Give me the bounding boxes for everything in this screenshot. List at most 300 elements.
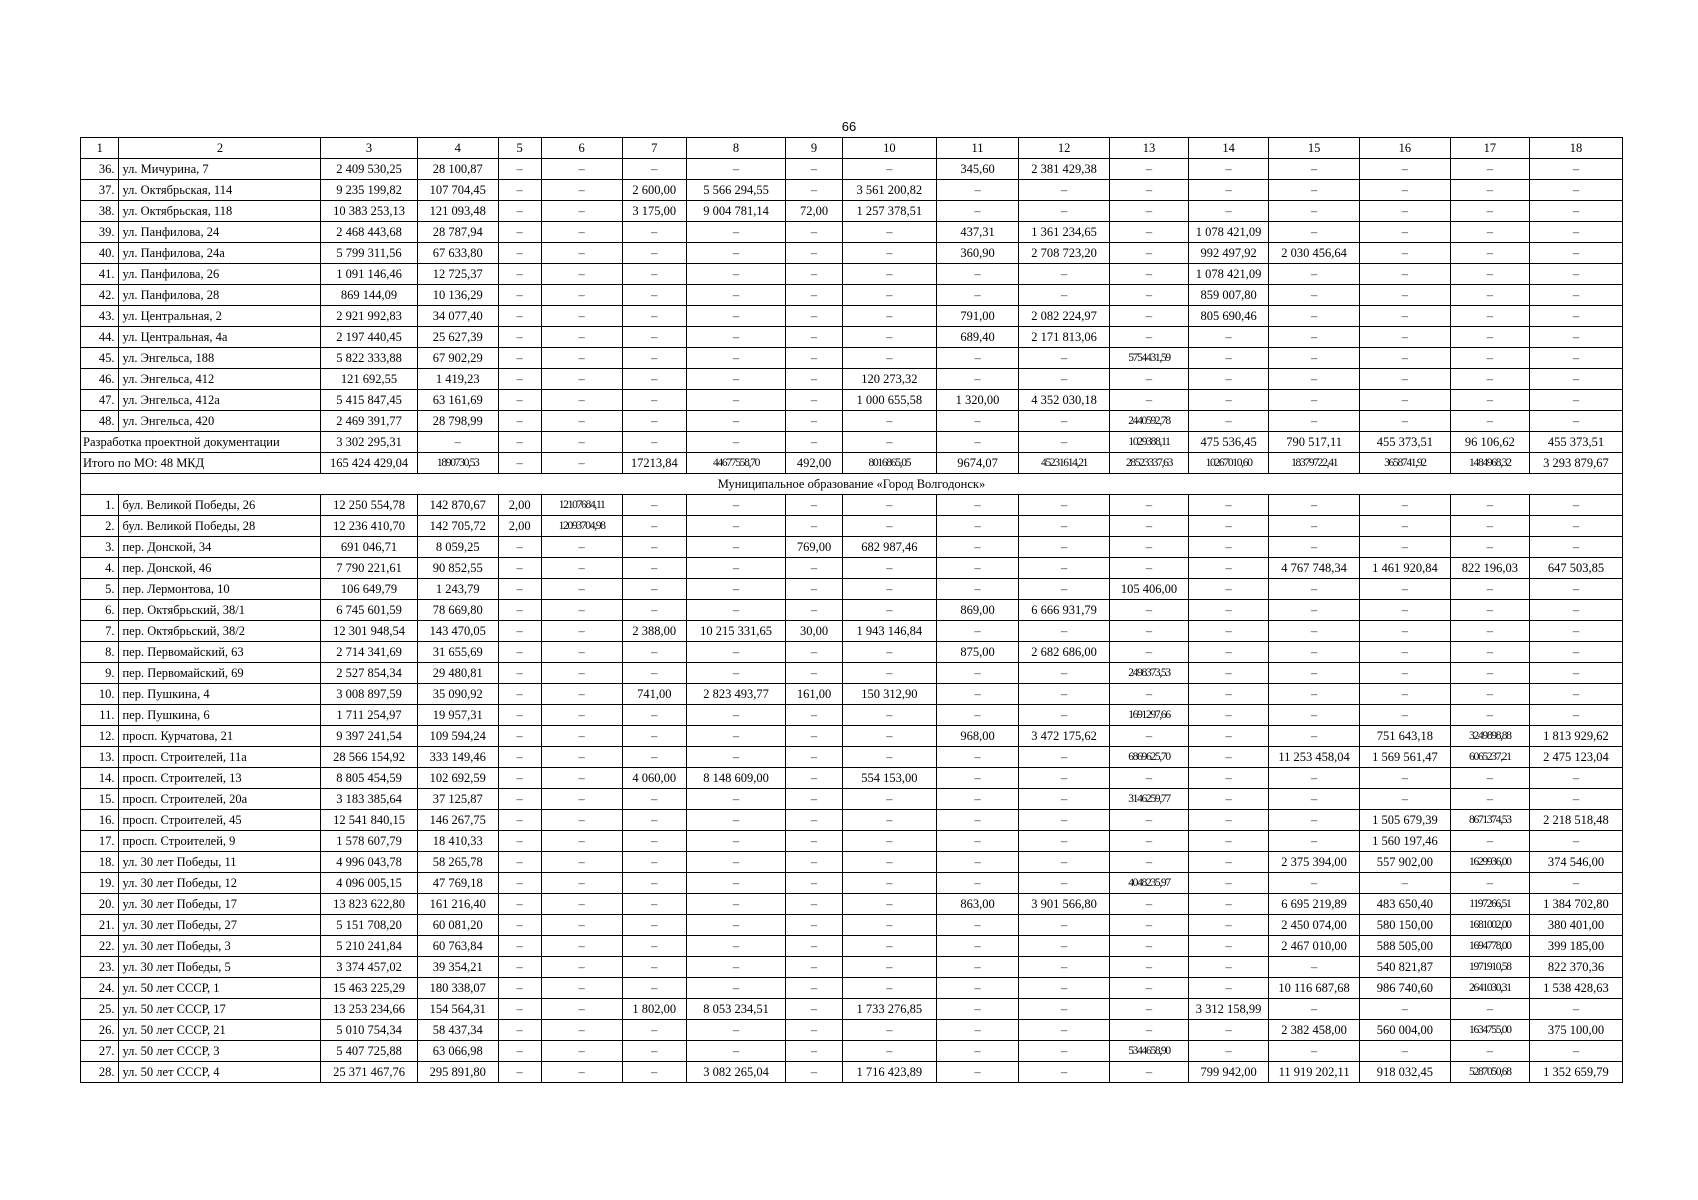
value-cell: –	[1360, 159, 1451, 180]
value-cell: 146 267,75	[417, 810, 498, 831]
value-cell: 10 136,29	[417, 285, 498, 306]
row-number: 22.	[81, 936, 119, 957]
column-header: 1	[81, 138, 119, 159]
value-cell: –	[1019, 1041, 1110, 1062]
value-cell: 1 384 702,80	[1529, 894, 1622, 915]
value-cell: –	[1109, 600, 1188, 621]
value-cell: –	[1189, 369, 1269, 390]
value-cell: –	[541, 180, 622, 201]
value-cell: –	[1109, 915, 1188, 936]
value-cell: 483 650,40	[1360, 894, 1451, 915]
value-cell: –	[1269, 495, 1360, 516]
value-cell: –	[686, 705, 785, 726]
value-cell: –	[786, 915, 843, 936]
value-cell: –	[1450, 348, 1529, 369]
value-cell: –	[1529, 159, 1622, 180]
value-cell: –	[686, 348, 785, 369]
value-cell: –	[622, 915, 686, 936]
value-cell: –	[686, 789, 785, 810]
value-cell: –	[936, 663, 1018, 684]
value-cell: –	[842, 873, 936, 894]
row-number: 24.	[81, 978, 119, 999]
value-cell: –	[1019, 915, 1110, 936]
value-cell: –	[842, 579, 936, 600]
table-row	[81, 411, 1623, 432]
table-row	[81, 495, 1623, 516]
value-cell: –	[1529, 831, 1622, 852]
value-cell: 2 714 341,69	[321, 642, 417, 663]
value-cell: 540 821,87	[1360, 957, 1451, 978]
value-cell: –	[1450, 663, 1529, 684]
value-cell: –	[786, 663, 843, 684]
value-cell: –	[1189, 894, 1269, 915]
address-cell: ул. Октябрьская, 118	[119, 201, 321, 222]
value-cell: 1484968,32	[1450, 453, 1529, 474]
value-cell: –	[622, 411, 686, 432]
value-cell: –	[686, 537, 785, 558]
value-cell: –	[1109, 558, 1188, 579]
value-cell: –	[498, 264, 541, 285]
value-cell: –	[1529, 285, 1622, 306]
value-cell: 2 171 813,06	[1019, 327, 1110, 348]
value-cell: –	[541, 348, 622, 369]
value-cell: 492,00	[786, 453, 843, 474]
row-number: 41.	[81, 264, 119, 285]
column-header: 2	[119, 138, 321, 159]
value-cell: –	[786, 957, 843, 978]
value-cell: –	[1529, 222, 1622, 243]
value-cell: 3 293 879,67	[1529, 453, 1622, 474]
value-cell: –	[1019, 621, 1110, 642]
value-cell: –	[1360, 537, 1451, 558]
value-cell: 1691297,66	[1109, 705, 1188, 726]
value-cell: 1681002,00	[1450, 915, 1529, 936]
data-table	[80, 137, 1623, 1083]
row-number: 21.	[81, 915, 119, 936]
value-cell: –	[686, 747, 785, 768]
value-cell: –	[1529, 600, 1622, 621]
value-cell: –	[936, 264, 1018, 285]
table-row	[81, 915, 1623, 936]
value-cell: –	[1450, 621, 1529, 642]
value-cell: 869 144,09	[321, 285, 417, 306]
value-cell: 67 633,80	[417, 243, 498, 264]
address-cell: бул. Великой Победы, 26	[119, 495, 321, 516]
value-cell: –	[936, 852, 1018, 873]
value-cell: –	[1019, 516, 1110, 537]
value-cell: –	[936, 936, 1018, 957]
column-header: 5	[498, 138, 541, 159]
value-cell: 3 472 175,62	[1019, 726, 1110, 747]
value-cell: –	[1529, 999, 1622, 1020]
value-cell: –	[786, 789, 843, 810]
value-cell: –	[1269, 390, 1360, 411]
value-cell: –	[622, 1041, 686, 1062]
table-row	[81, 369, 1623, 390]
value-cell: –	[1269, 180, 1360, 201]
value-cell: 859 007,80	[1189, 285, 1269, 306]
value-cell: –	[1269, 348, 1360, 369]
address-cell: ул. 50 лет СССР, 21	[119, 1020, 321, 1041]
value-cell: –	[936, 558, 1018, 579]
value-cell: –	[541, 264, 622, 285]
value-cell: –	[1269, 264, 1360, 285]
page-number: 66	[841, 119, 857, 134]
value-cell: –	[498, 390, 541, 411]
value-cell: –	[1269, 201, 1360, 222]
value-cell: –	[1450, 327, 1529, 348]
value-cell: –	[1109, 936, 1188, 957]
value-cell: –	[1109, 642, 1188, 663]
row-number: 44.	[81, 327, 119, 348]
value-cell: –	[622, 243, 686, 264]
value-cell: –	[1189, 348, 1269, 369]
value-cell: –	[541, 579, 622, 600]
value-cell: –	[541, 1020, 622, 1041]
row-number: 36.	[81, 159, 119, 180]
value-cell: –	[1450, 642, 1529, 663]
address-cell: ул. 50 лет СССР, 4	[119, 1062, 321, 1083]
address-cell: ул. 50 лет СССР, 17	[119, 999, 321, 1020]
value-cell: –	[498, 915, 541, 936]
value-cell: 78 669,80	[417, 600, 498, 621]
value-cell: –	[936, 516, 1018, 537]
value-cell: –	[936, 369, 1018, 390]
address-cell: просп. Строителей, 20а	[119, 789, 321, 810]
value-cell: 875,00	[936, 642, 1018, 663]
value-cell: 345,60	[936, 159, 1018, 180]
value-cell: 2440592,78	[1109, 411, 1188, 432]
value-cell: 2 469 391,77	[321, 411, 417, 432]
value-cell: –	[1019, 873, 1110, 894]
value-cell: –	[1529, 663, 1622, 684]
value-cell: –	[1189, 600, 1269, 621]
value-cell: –	[786, 831, 843, 852]
table-row	[81, 222, 1623, 243]
header-row	[81, 138, 1623, 159]
value-cell: 918 032,45	[1360, 1062, 1451, 1083]
value-cell: –	[842, 936, 936, 957]
value-cell: –	[842, 810, 936, 831]
value-cell: –	[622, 222, 686, 243]
value-cell: 12107684,11	[541, 495, 622, 516]
value-cell: 2 921 992,83	[321, 306, 417, 327]
row-number: 7.	[81, 621, 119, 642]
value-cell: 105 406,00	[1109, 579, 1188, 600]
value-cell: –	[622, 159, 686, 180]
value-cell: –	[1529, 579, 1622, 600]
value-cell: –	[1189, 537, 1269, 558]
value-cell: –	[1269, 768, 1360, 789]
value-cell: –	[498, 432, 541, 453]
value-cell: –	[1529, 642, 1622, 663]
value-cell: 121 093,48	[417, 201, 498, 222]
value-cell: –	[1450, 222, 1529, 243]
address-cell: ул. Панфилова, 24	[119, 222, 321, 243]
value-cell: –	[936, 579, 1018, 600]
value-cell: 5 407 725,88	[321, 1041, 417, 1062]
value-cell: 1 000 655,58	[842, 390, 936, 411]
value-cell: 1 078 421,09	[1189, 222, 1269, 243]
value-cell: –	[786, 705, 843, 726]
value-cell: –	[1529, 348, 1622, 369]
value-cell: –	[1450, 516, 1529, 537]
value-cell: 17213,84	[622, 453, 686, 474]
value-cell: 10 383 253,13	[321, 201, 417, 222]
value-cell: –	[1529, 516, 1622, 537]
value-cell: –	[622, 264, 686, 285]
value-cell: 1 078 421,09	[1189, 264, 1269, 285]
value-cell: –	[1019, 768, 1110, 789]
value-cell: –	[541, 201, 622, 222]
value-cell: 31 655,69	[417, 642, 498, 663]
value-cell: 28523337,63	[1109, 453, 1188, 474]
value-cell: –	[786, 810, 843, 831]
value-cell: 1694778,00	[1450, 936, 1529, 957]
table-row	[81, 285, 1623, 306]
value-cell: –	[936, 915, 1018, 936]
value-cell: –	[686, 369, 785, 390]
value-cell: –	[936, 432, 1018, 453]
value-cell: –	[1109, 369, 1188, 390]
value-cell: –	[541, 432, 622, 453]
value-cell: –	[842, 348, 936, 369]
value-cell: –	[498, 663, 541, 684]
value-cell: 34 077,40	[417, 306, 498, 327]
value-cell: –	[1360, 1041, 1451, 1062]
value-cell: –	[1269, 789, 1360, 810]
address-cell: ул. 50 лет СССР, 1	[119, 978, 321, 999]
value-cell: –	[622, 516, 686, 537]
value-cell: –	[936, 747, 1018, 768]
value-cell: 2 388,00	[622, 621, 686, 642]
value-cell: –	[842, 600, 936, 621]
value-cell: –	[1019, 789, 1110, 810]
value-cell: –	[686, 894, 785, 915]
value-cell: –	[1019, 180, 1110, 201]
value-cell: –	[686, 936, 785, 957]
value-cell: 1 943 146,84	[842, 621, 936, 642]
value-cell: –	[498, 999, 541, 1020]
value-cell: 2 197 440,45	[321, 327, 417, 348]
column-header: 18	[1529, 138, 1622, 159]
value-cell: –	[1269, 684, 1360, 705]
value-cell: –	[686, 159, 785, 180]
column-header: 11	[936, 138, 1018, 159]
value-cell: –	[622, 705, 686, 726]
value-cell: –	[686, 243, 785, 264]
value-cell: –	[786, 180, 843, 201]
value-cell: 2 823 493,77	[686, 684, 785, 705]
value-cell: 5344658,90	[1109, 1041, 1188, 1062]
value-cell: 6 666 931,79	[1019, 600, 1110, 621]
value-cell: 8 053 234,51	[686, 999, 785, 1020]
address-cell: пер. Пушкина, 6	[119, 705, 321, 726]
value-cell: –	[541, 768, 622, 789]
row-number: 13.	[81, 747, 119, 768]
value-cell: 5 566 294,55	[686, 180, 785, 201]
row-number: 10.	[81, 684, 119, 705]
value-cell: –	[786, 642, 843, 663]
value-cell: 2 218 518,48	[1529, 810, 1622, 831]
value-cell: –	[1360, 411, 1451, 432]
value-cell: –	[1450, 243, 1529, 264]
value-cell: –	[498, 873, 541, 894]
value-cell: –	[786, 369, 843, 390]
value-cell: –	[622, 957, 686, 978]
value-cell: 19 957,31	[417, 705, 498, 726]
value-cell: –	[1360, 684, 1451, 705]
value-cell: 143 470,05	[417, 621, 498, 642]
address-cell: просп. Строителей, 45	[119, 810, 321, 831]
value-cell: –	[1189, 726, 1269, 747]
value-cell: –	[1019, 1020, 1110, 1041]
value-cell: 12 541 840,15	[321, 810, 417, 831]
value-cell: 3146259,77	[1109, 789, 1188, 810]
address-cell: пер. Первомайский, 63	[119, 642, 321, 663]
value-cell: –	[498, 1062, 541, 1083]
value-cell: 741,00	[622, 684, 686, 705]
table-row	[81, 978, 1623, 999]
value-cell: –	[498, 747, 541, 768]
value-cell: –	[622, 348, 686, 369]
value-cell: –	[1269, 663, 1360, 684]
value-cell: 751 643,18	[1360, 726, 1451, 747]
value-cell: –	[786, 1041, 843, 1062]
column-header: 8	[686, 138, 785, 159]
value-cell: –	[786, 516, 843, 537]
value-cell: 161 216,40	[417, 894, 498, 915]
value-cell: –	[498, 789, 541, 810]
value-cell: 5287050,68	[1450, 1062, 1529, 1083]
value-cell: –	[1360, 516, 1451, 537]
value-cell: –	[541, 390, 622, 411]
value-cell: –	[842, 1041, 936, 1062]
value-cell: –	[936, 873, 1018, 894]
design-row	[81, 432, 1623, 453]
value-cell: –	[1360, 768, 1451, 789]
value-cell: –	[1189, 852, 1269, 873]
value-cell: –	[686, 873, 785, 894]
table-row	[81, 957, 1623, 978]
value-cell: –	[1019, 747, 1110, 768]
value-cell: 72,00	[786, 201, 843, 222]
value-cell: –	[1529, 768, 1622, 789]
value-cell: 863,00	[936, 894, 1018, 915]
value-cell: –	[786, 1020, 843, 1041]
value-cell: –	[622, 789, 686, 810]
value-cell: –	[1450, 201, 1529, 222]
value-cell: –	[1019, 348, 1110, 369]
value-cell: –	[622, 873, 686, 894]
row-number: 8.	[81, 642, 119, 663]
value-cell: –	[498, 705, 541, 726]
value-cell: –	[498, 957, 541, 978]
value-cell: –	[936, 285, 1018, 306]
value-cell: 60 081,20	[417, 915, 498, 936]
value-cell: –	[936, 768, 1018, 789]
value-cell: 822 196,03	[1450, 558, 1529, 579]
value-cell: –	[1450, 369, 1529, 390]
value-cell: –	[498, 285, 541, 306]
value-cell: 11 919 202,11	[1269, 1062, 1360, 1083]
column-header: 3	[321, 138, 417, 159]
value-cell: –	[541, 915, 622, 936]
table-row	[81, 768, 1623, 789]
value-cell: 9 004 781,14	[686, 201, 785, 222]
value-cell: –	[622, 852, 686, 873]
value-cell: 2 381 429,38	[1019, 159, 1110, 180]
value-cell: –	[622, 432, 686, 453]
value-cell: 12 236 410,70	[321, 516, 417, 537]
value-cell: –	[686, 222, 785, 243]
value-cell: –	[1109, 999, 1188, 1020]
value-cell: 2 409 530,25	[321, 159, 417, 180]
value-cell: 30,00	[786, 621, 843, 642]
value-cell: –	[842, 243, 936, 264]
value-cell: –	[1189, 516, 1269, 537]
value-cell: –	[686, 978, 785, 999]
value-cell: –	[1269, 957, 1360, 978]
value-cell: 1 352 659,79	[1529, 1062, 1622, 1083]
value-cell: 109 594,24	[417, 726, 498, 747]
value-cell: –	[1360, 243, 1451, 264]
value-cell: –	[1019, 201, 1110, 222]
value-cell: –	[541, 705, 622, 726]
column-header: 16	[1360, 138, 1451, 159]
value-cell: –	[1269, 705, 1360, 726]
value-cell: –	[417, 432, 498, 453]
value-cell: –	[1529, 537, 1622, 558]
value-cell: –	[1529, 705, 1622, 726]
value-cell: –	[1360, 495, 1451, 516]
value-cell: –	[1450, 411, 1529, 432]
address-cell: ул. Центральная, 2	[119, 306, 321, 327]
value-cell: –	[1269, 726, 1360, 747]
address-cell: пер. Октябрьский, 38/2	[119, 621, 321, 642]
value-cell: –	[786, 285, 843, 306]
value-cell: 475 536,45	[1189, 432, 1269, 453]
address-cell: ул. Панфилова, 24а	[119, 243, 321, 264]
value-cell: –	[1109, 243, 1188, 264]
value-cell: –	[936, 978, 1018, 999]
value-cell: –	[786, 999, 843, 1020]
address-cell: ул. Энгельса, 188	[119, 348, 321, 369]
row-number: 2.	[81, 516, 119, 537]
value-cell: 18 410,33	[417, 831, 498, 852]
value-cell: 1629936,00	[1450, 852, 1529, 873]
value-cell: –	[1189, 579, 1269, 600]
value-cell: –	[786, 411, 843, 432]
value-cell: 60 763,84	[417, 936, 498, 957]
value-cell: –	[1109, 621, 1188, 642]
row-number: 4.	[81, 558, 119, 579]
value-cell: –	[498, 852, 541, 873]
value-cell: –	[842, 306, 936, 327]
value-cell: –	[936, 831, 1018, 852]
row-number: 45.	[81, 348, 119, 369]
value-cell: 557 902,00	[1360, 852, 1451, 873]
table-row	[81, 327, 1623, 348]
value-cell: –	[541, 159, 622, 180]
value-cell: –	[786, 873, 843, 894]
value-cell: –	[541, 369, 622, 390]
value-cell: –	[842, 789, 936, 810]
value-cell: 10 116 687,68	[1269, 978, 1360, 999]
value-cell: –	[1269, 159, 1360, 180]
value-cell: –	[1269, 327, 1360, 348]
value-cell: –	[541, 1062, 622, 1083]
